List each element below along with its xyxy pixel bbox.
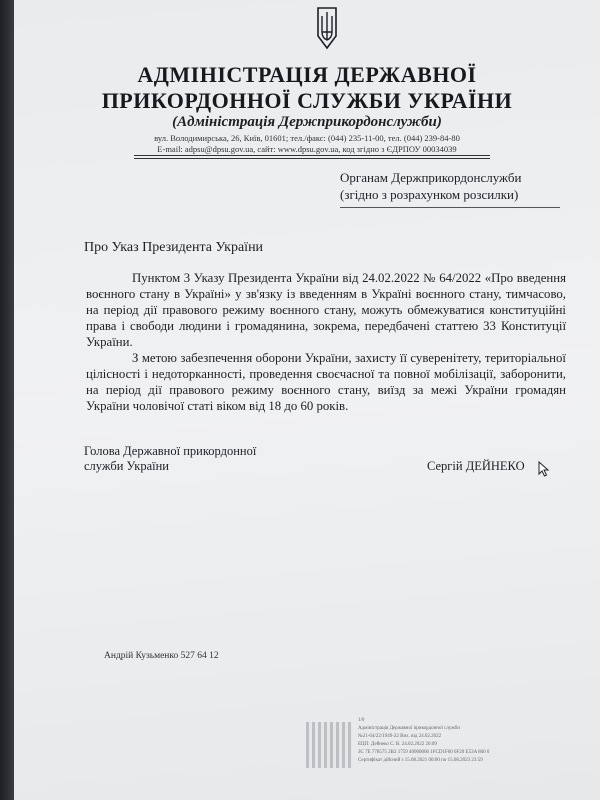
recipient-underline — [340, 207, 560, 208]
e-signature-stamp-line: Адміністрація Державної прикордонної служби — [358, 726, 460, 731]
trident-icon — [314, 6, 340, 50]
recipient-line1: Органам Держприкордонслужби — [340, 170, 522, 185]
signatory-position — [84, 444, 256, 474]
mouse-cursor-icon — [538, 461, 550, 477]
executor-info: Андрій Кузьменко 527 64 12 — [104, 651, 219, 661]
signatory-name: Сергій ДЕЙНЕКО — [427, 459, 525, 473]
e-signature-stamp-line: 1/0 — [358, 718, 365, 723]
org-title-line2: ПРИКОРДОННОЇ СЛУЖБИ УКРАЇНИ — [101, 88, 513, 113]
monitor-bezel — [0, 0, 14, 800]
body-paragraph-2: З метою забезпечення оборони України, захисту її суверенітету, територіальної цілісності і недоторканності, проведення своєчасної та повної мобілізації, заборонити, на період дії правового режиму воєнного стану, виїзд за межі України громадян України чоловічої статі віком від 18 до 60 років. — [86, 351, 566, 413]
org-address: вул. Володимирська, 26, Київ, 01601; тел./факс: (044) 235-11-00, тел. (044) 239-84-80 — [154, 133, 460, 143]
letter-subject: Про Указ Президента України — [84, 240, 264, 255]
org-title-line1: АДМІНІСТРАЦІЯ ДЕРЖАВНОЇ — [137, 62, 477, 87]
qr-code — [306, 722, 352, 768]
header-divider-second — [134, 158, 490, 159]
header-divider — [134, 155, 490, 156]
recipient-line2: (згідно з розрахунком розсилки) — [340, 187, 519, 202]
document-page — [14, 0, 600, 800]
org-short-name: (Адміністрація Держприкордонслужби) — [172, 114, 442, 130]
e-signature-stamp-line: №21-64/22/1949-22 Вих. від 24.02.2022 — [358, 734, 442, 739]
e-signature-stamp-line: Сертифікат дійсний з 15.08.2021 00:00 по 15.08.2023 23:59 — [358, 758, 483, 763]
org-contacts: E-mail: adpsu@dpsu.gov.ua, сайт: www.dpsu.gov.ua, код згідно з ЄДРПОУ 00034039 — [157, 144, 457, 154]
e-signature-stamp-line: ЕЦП: Дейнеко С. В. 24.02.2022 20:09 — [358, 742, 437, 747]
signatory-position-line2: служби України — [84, 459, 169, 473]
signatory-position-line1: Голова Державної прикордонної — [84, 444, 257, 458]
body-paragraph-1: Пунктом 3 Указу Президента України від 24.02.2022 № 64/2022 «Про введення воєнного стану в Україні» у зв'язку із введенням в Україні воєнного стану, тимчасово, на період дії правового режиму воєнного стану, можуть обмежуватися конституційні права і свободи людини і громадянина, зокрема, передбачені статтею 33 Конституції України. — [86, 271, 566, 349]
e-signature-stamp-line: ЗС 7E 778575 2B2 1759 40000000 1FCD1F60 0F20 E53A 860 0 — [358, 750, 490, 755]
